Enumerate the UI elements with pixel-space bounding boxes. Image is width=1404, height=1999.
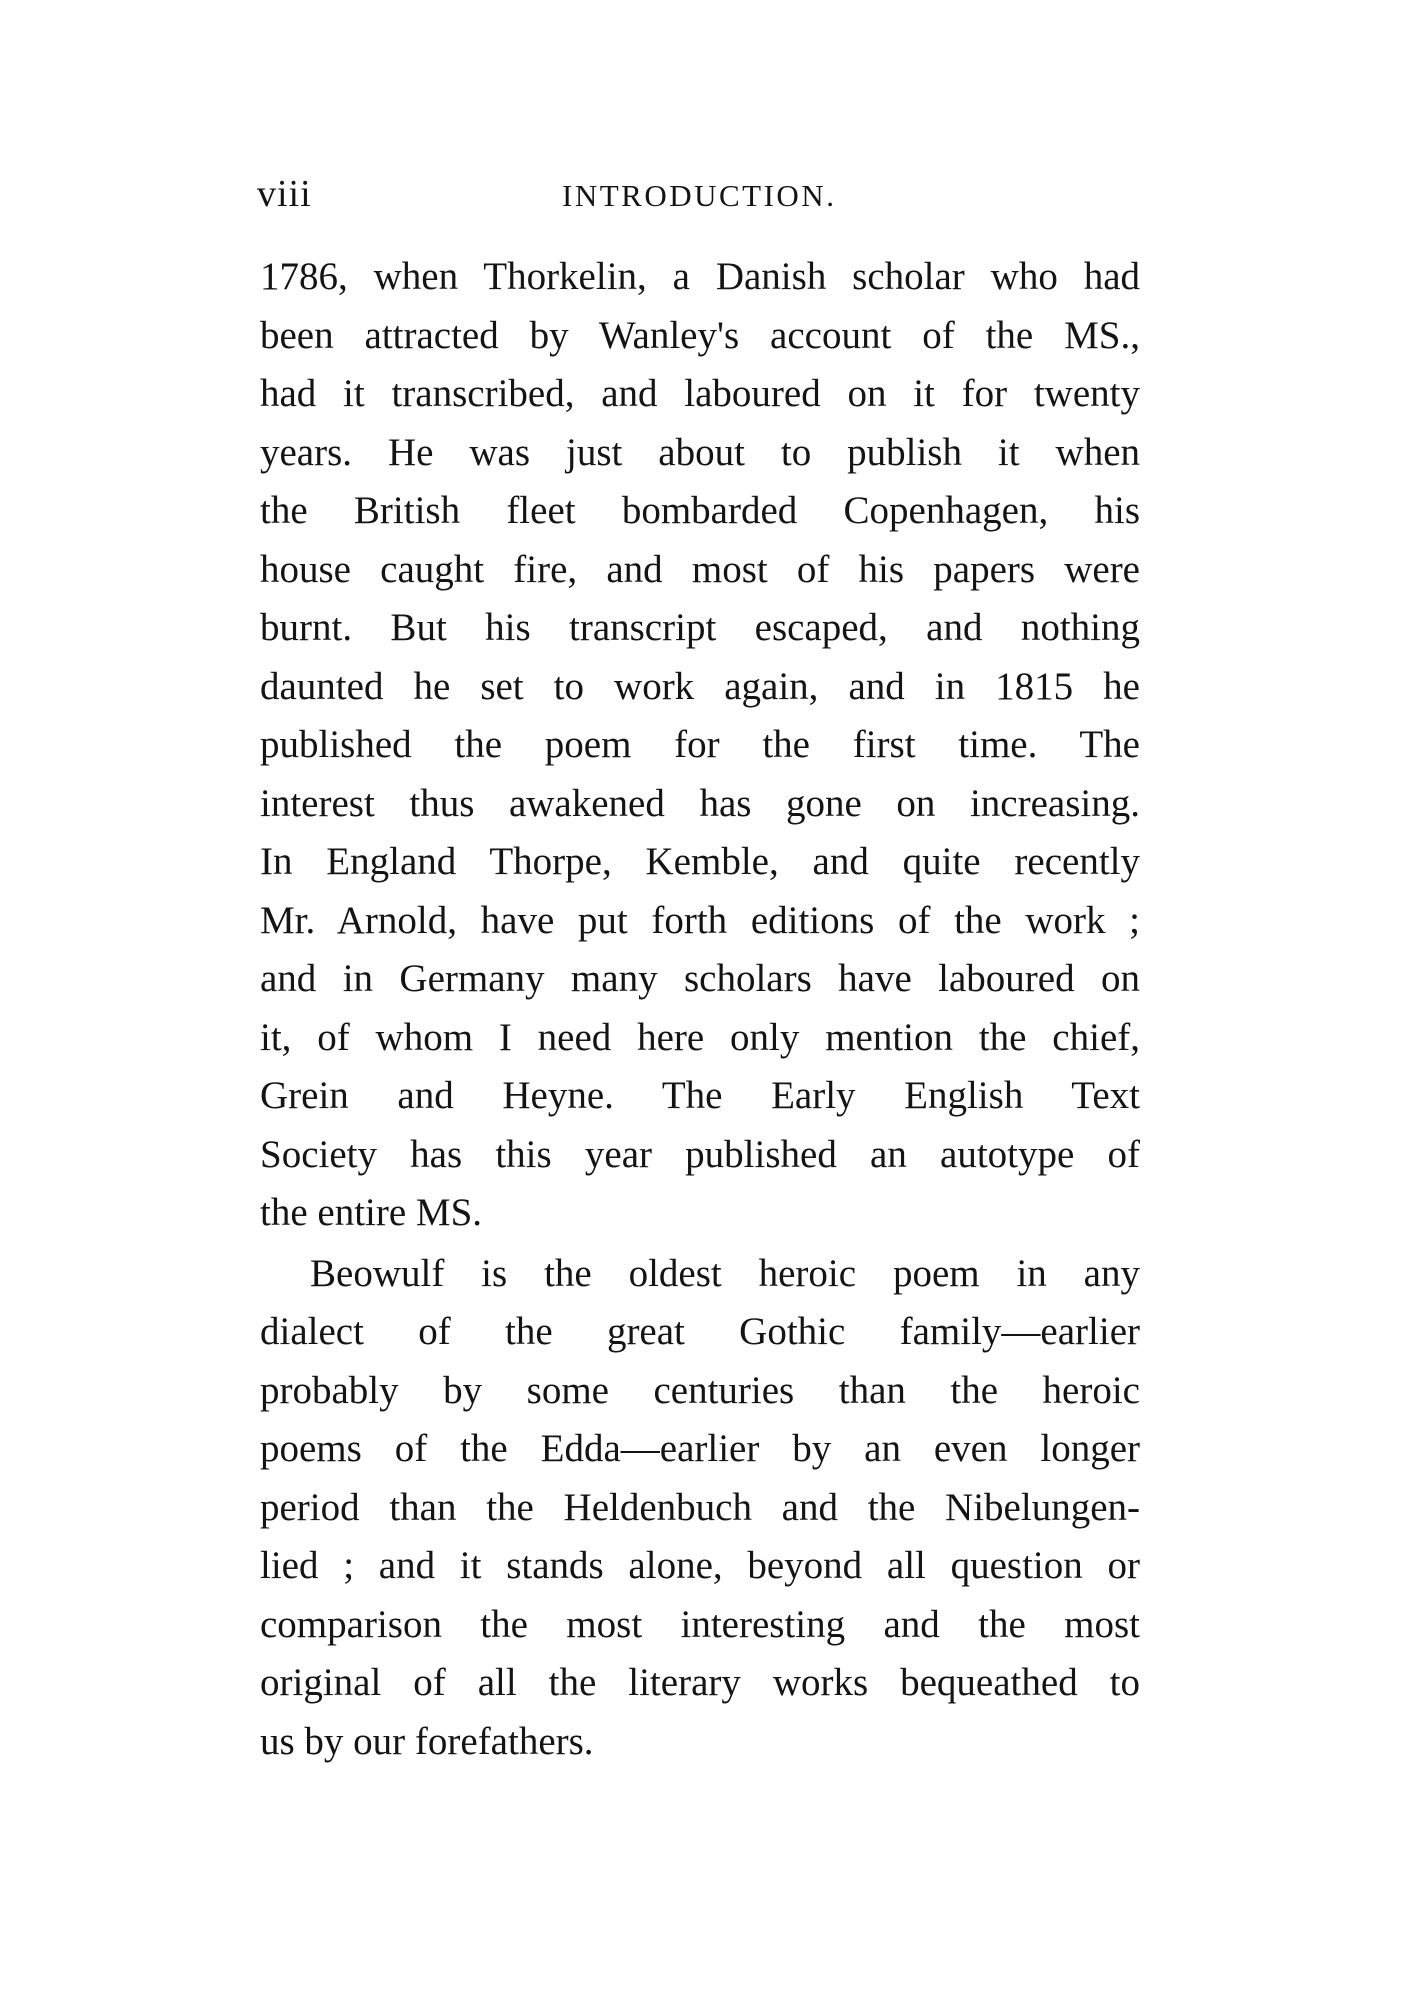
text-line: original of all the literary works bequeathed to	[260, 1661, 1140, 1704]
text-line: published the poem for the first time. The	[260, 723, 1140, 766]
text-line: poems of the Edda—earlier by an even longer	[260, 1427, 1140, 1470]
text-line: house caught fire, and most of his papers were	[260, 547, 1140, 591]
text-line: 1786, when Thorkelin, a Danish scholar who had	[260, 255, 1140, 298]
page-number: viii	[257, 173, 312, 215]
text-line: the British fleet bombarded Copenhagen, his	[260, 489, 1140, 532]
text-line: years. He was just about to publish it when	[260, 430, 1140, 474]
text-line: the entire MS.	[260, 1191, 483, 1234]
text-line: In England Thorpe, Kemble, and quite recently	[260, 840, 1140, 883]
text-line: Mr. Arnold, have put forth editions of the work ;	[260, 898, 1140, 942]
text-line: comparison the most interesting and the most	[260, 1602, 1140, 1646]
text-line: period than the Heldenbuch and the Nibelungen-	[260, 1485, 1140, 1529]
text-line: and in Germany many scholars have laboured on	[260, 957, 1140, 1000]
text-line: us by our forefathers.	[260, 1719, 594, 1763]
body-text	[260, 248, 1140, 1771]
text-line: Society has this year published an autotype of	[260, 1132, 1140, 1176]
text-line: probably by some centuries than the heroic	[260, 1368, 1140, 1412]
text-line: Beowulf is the oldest heroic poem in any	[310, 1251, 1140, 1295]
text-line: it, of whom I need here only mention the chief,	[260, 1015, 1140, 1059]
text-line: burnt. But his transcript escaped, and nothing	[260, 606, 1140, 649]
running-head	[257, 172, 1137, 222]
paragraph-2	[260, 1245, 1140, 1772]
text-line: had it transcribed, and laboured on it for twenty	[260, 372, 1140, 415]
running-title: INTRODUCTION.	[562, 178, 837, 213]
text-line: dialect of the great Gothic family—earlier	[260, 1310, 1140, 1353]
text-line: Grein and Heyne. The Early English Text	[260, 1074, 1140, 1117]
text-line: been attracted by Wanley's account of the MS.,	[260, 313, 1140, 357]
paragraph-1	[260, 248, 1140, 1243]
text-line: interest thus awakened has gone on increasing.	[260, 781, 1140, 825]
text-line: daunted he set to work again, and in 1815 he	[260, 664, 1140, 708]
text-line: lied ; and it stands alone, beyond all question or	[260, 1544, 1140, 1587]
